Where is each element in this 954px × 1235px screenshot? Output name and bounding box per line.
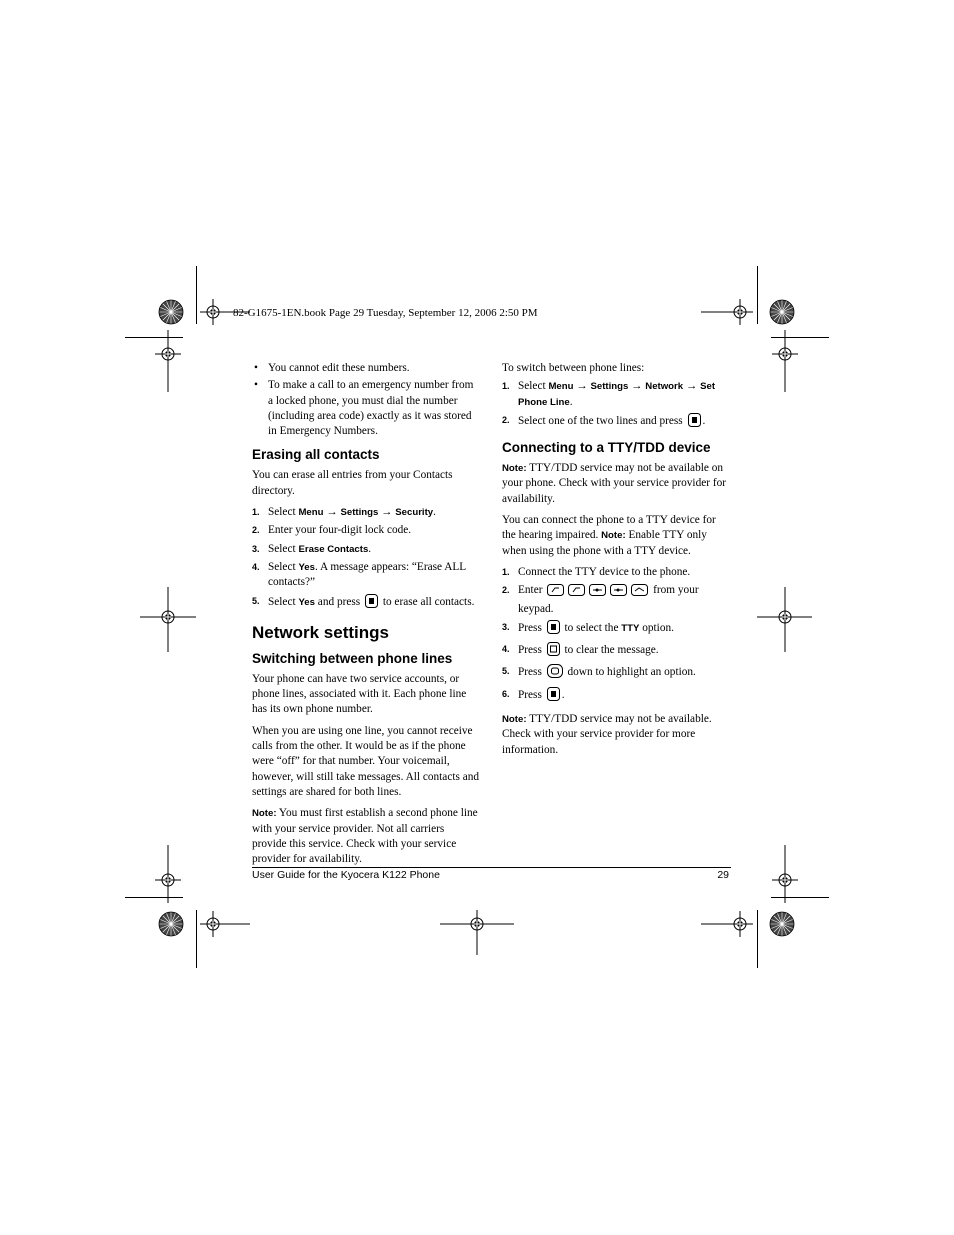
bullet-list (252, 361, 480, 439)
list-item: 4. Press to clear the message. (502, 642, 730, 661)
tty-heading: Connecting to a TTY/TDD device (502, 440, 711, 456)
switch-steps (502, 379, 730, 432)
footer-title: User Guide for the Kyocera K122 Phone (252, 869, 440, 881)
tty-steps (502, 565, 730, 706)
keypad-key-icon (568, 584, 585, 601)
list-item: 1. Select Menu → Settings → Security. (252, 506, 436, 519)
list-item: • To make a call to an emergency number from a locked phone, you must dial the number (including area code) exactly as it was stored in Emergency Numbers. (252, 378, 480, 439)
tty-note-2: Note: TTY/TDD service may not be available. Check with your service provider for more information. (502, 713, 712, 756)
list-item: 2. Enter from your keypad. (502, 584, 699, 615)
page-number: 29 (717, 869, 729, 881)
list-item: 3. Press to select the TTY option. (502, 620, 730, 639)
list-item: 5. Press down to highlight an option. (502, 664, 730, 683)
ok-key-icon (547, 687, 560, 706)
ok-key-icon (365, 594, 378, 613)
switching-note: Note: You must first establish a second phone line with your service provider. Not all carriers provide this service. Check with your service provider for availability. (252, 807, 478, 866)
list-item: 4. Select Yes. A message appears: “Erase ALL contacts?” (252, 560, 466, 589)
list-item: 1. Connect the TTY device to the phone. (502, 565, 691, 578)
list-item: • You cannot edit these numbers. (252, 361, 480, 376)
switching-heading: Switching between phone lines (252, 650, 453, 666)
clear-key-icon (547, 642, 560, 661)
list-item: 1. Select Menu → Settings → Network → Set Phone Line. (502, 380, 716, 408)
list-item: 2. Select one of the two lines and press . (502, 413, 730, 432)
list-item: 2. Enter your four-digit lock code. (252, 524, 412, 537)
ok-key-icon (688, 413, 701, 432)
network-heading: Network settings (252, 622, 389, 642)
switching-para-1: Your phone can have two service accounts, or phone lines, associated with it. Each phone line has its own phone number. (252, 672, 467, 716)
left-column (252, 361, 480, 873)
right-column (502, 361, 730, 764)
keypad-key-icon (547, 584, 564, 601)
keypad-key-icon (631, 584, 648, 601)
switching-para-2: When you are using one line, you cannot receive calls from the other. It would be as if the phone were “off” for that number. Your voicemail, however, will still take messages. All contacts and settings are shared for both lines. (252, 724, 480, 798)
print-info-header: 82-G1675-1EN.book Page 29 Tuesday, September 12, 2006 2:50 PM (233, 307, 538, 319)
erasing-steps (252, 505, 480, 613)
nav-key-icon (547, 664, 563, 683)
erasing-intro: You can erase all entries from your Contacts directory. (252, 469, 453, 497)
switch-intro: To switch between phone lines: (502, 362, 645, 374)
list-item: 5. Select Yes and press to erase all contacts. (252, 594, 480, 613)
erasing-heading: Erasing all contacts (252, 447, 380, 463)
list-item: 6. Press . (502, 687, 730, 706)
keypad-key-icon (589, 584, 606, 601)
tty-para: You can connect the phone to a TTY device for the hearing impaired. Note: Enable TTY only when using the phone with a TTY device. (502, 514, 716, 557)
list-item: 3. Select Erase Contacts. (252, 542, 372, 555)
page-footer (252, 867, 731, 881)
ok-key-icon (547, 620, 560, 639)
tty-note-1: Note: TTY/TDD service may not be available on your phone. Check with your service provider for availability. (502, 462, 726, 505)
keypad-key-icon (610, 584, 627, 601)
